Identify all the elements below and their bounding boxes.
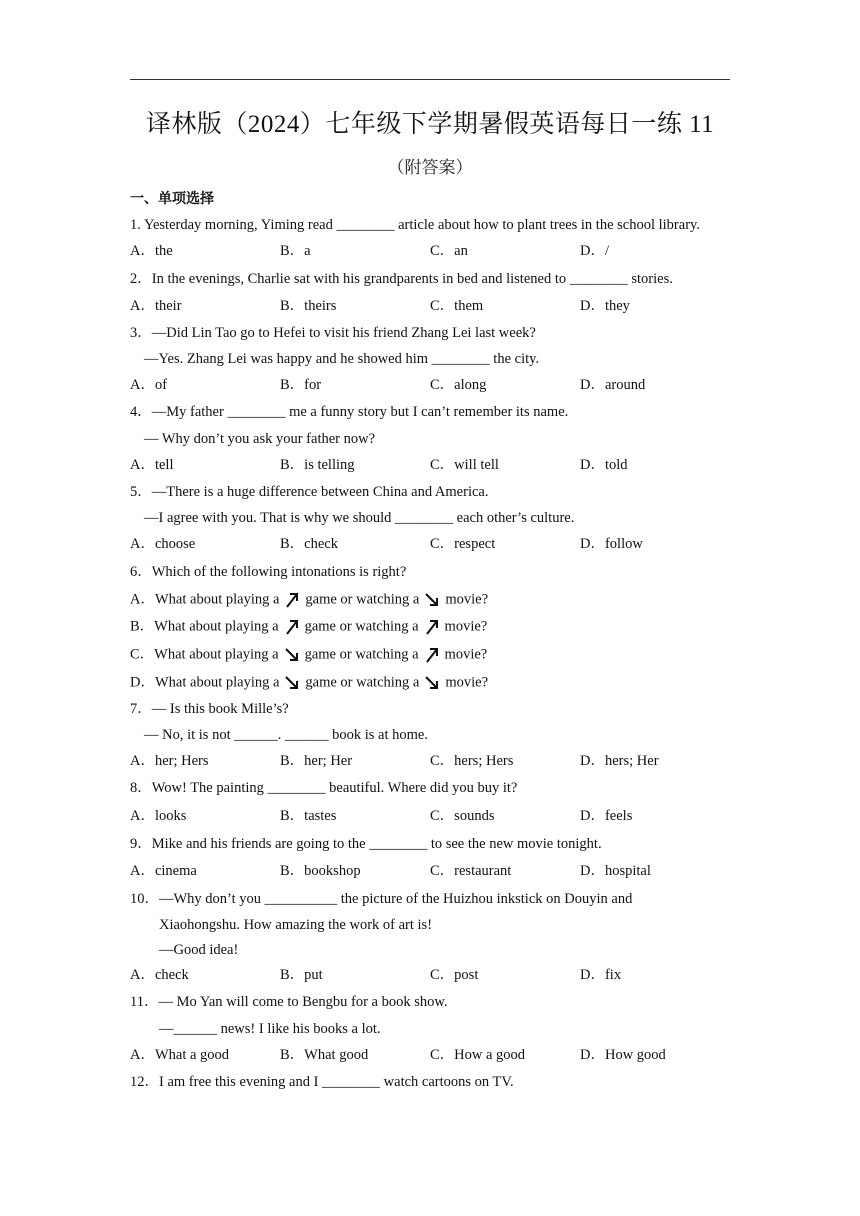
question-3-line2: —Yes. Zhang Lei was happy and he showed him ________ the city. xyxy=(144,351,540,367)
question-10-line2: Xiaohongshu. How amazing the work of art is! xyxy=(159,917,433,933)
page-subtitle: （附答案） xyxy=(387,158,473,177)
up-arrow-icon xyxy=(284,618,300,636)
option-d[interactable]: D．follow xyxy=(580,536,643,552)
question-5-options xyxy=(130,535,730,553)
question-6-stem: 6．Which of the following intonations is right? xyxy=(130,564,407,580)
option-a[interactable]: A．tell xyxy=(130,457,174,473)
option-c[interactable]: C．respect xyxy=(430,536,496,552)
question-10-options xyxy=(130,966,730,984)
option-a[interactable]: A．her; Hers xyxy=(130,753,209,769)
option-a[interactable]: A．choose xyxy=(130,536,196,552)
option-a[interactable]: A．of xyxy=(130,377,168,393)
question-6-option-c[interactable]: C．What about playing a game or watching a movie? xyxy=(130,646,488,663)
option-c[interactable]: C．post xyxy=(430,967,479,983)
question-3-stem: 3．—Did Lin Tao go to Hefei to visit his friend Zhang Lei last week? xyxy=(130,325,536,341)
question-9-stem: 9．Mike and his friends are going to the ________ to see the new movie tonight. xyxy=(130,836,602,852)
question-6-option-d[interactable]: D．What about playing a game or watching a movie? xyxy=(130,674,489,691)
option-d[interactable]: D．they xyxy=(580,298,630,314)
question-11-options xyxy=(130,1046,730,1064)
question-4-stem: 4．—My father ________ me a funny story but I can’t remember its name. xyxy=(130,404,569,420)
option-b[interactable]: B．put xyxy=(280,967,323,983)
question-8-options xyxy=(130,807,730,825)
question-7-options xyxy=(130,752,730,770)
option-d[interactable]: D．feels xyxy=(580,808,633,824)
option-d[interactable]: D．told xyxy=(580,457,628,473)
option-b[interactable]: B．What good xyxy=(280,1047,369,1063)
question-9-options xyxy=(130,862,730,880)
option-b[interactable]: B．theirs xyxy=(280,298,337,314)
question-6-option-a[interactable]: A．What about playing a game or watching a movie? xyxy=(130,591,489,608)
question-6-option-b[interactable]: B．What about playing a game or watching a movie? xyxy=(130,618,488,635)
section-heading: 一、单项选择 xyxy=(130,191,214,207)
option-a[interactable]: A．looks xyxy=(130,808,187,824)
question-1-options xyxy=(130,242,730,260)
up-arrow-icon xyxy=(424,646,440,664)
down-arrow-icon xyxy=(424,674,440,692)
down-arrow-icon xyxy=(284,674,300,692)
option-b[interactable]: B．for xyxy=(280,377,322,393)
option-c[interactable]: C．an xyxy=(430,243,468,259)
option-c[interactable]: C．How a good xyxy=(430,1047,526,1063)
option-b[interactable]: B．check xyxy=(280,536,338,552)
option-d[interactable]: D．hers; Her xyxy=(580,753,659,769)
up-arrow-icon xyxy=(424,618,440,636)
question-11-line2: —______ news! I like his books a lot. xyxy=(159,1021,381,1037)
down-arrow-icon xyxy=(284,646,300,664)
option-d[interactable]: D．fix xyxy=(580,967,622,983)
top-rule xyxy=(130,79,730,80)
question-10-line3: —Good idea! xyxy=(159,942,239,958)
option-c[interactable]: C．along xyxy=(430,377,487,393)
option-a[interactable]: A．the xyxy=(130,243,173,259)
down-arrow-icon xyxy=(424,591,440,609)
option-d[interactable]: D．/ xyxy=(580,243,609,259)
question-7-stem: 7．— Is this book Mille’s? xyxy=(130,701,289,717)
option-a[interactable]: A．cinema xyxy=(130,863,197,879)
option-a[interactable]: A．check xyxy=(130,967,189,983)
question-7-line2: — No, it is not ______. ______ book is at home. xyxy=(144,727,428,743)
up-arrow-icon xyxy=(284,591,300,609)
option-a[interactable]: A．What a good xyxy=(130,1047,230,1063)
option-c[interactable]: C．them xyxy=(430,298,484,314)
question-3-options xyxy=(130,376,730,394)
question-8-stem: 8．Wow! The painting ________ beautiful. Where did you buy it? xyxy=(130,780,518,796)
option-c[interactable]: C．restaurant xyxy=(430,863,512,879)
question-2-stem: 2．In the evenings, Charlie sat with his grandparents in bed and listened to ________ stories. xyxy=(130,271,673,287)
option-b[interactable]: B．bookshop xyxy=(280,863,361,879)
question-4-line2: — Why don’t you ask your father now? xyxy=(144,431,376,447)
question-5-line2: —I agree with you. That is why we should ________ each other’s culture. xyxy=(144,510,575,526)
option-d[interactable]: D．hospital xyxy=(580,863,651,879)
option-b[interactable]: B．a xyxy=(280,243,311,259)
question-5-stem: 5．—There is a huge difference between China and America. xyxy=(130,484,489,500)
question-4-options xyxy=(130,456,730,474)
page-title: 译林版（2024）七年级下学期暑假英语每日一练 11 xyxy=(145,111,715,138)
option-b[interactable]: B．is telling xyxy=(280,457,355,473)
question-2-options xyxy=(130,297,730,315)
question-12-stem: 12．I am free this evening and I ________ watch cartoons on TV. xyxy=(130,1074,514,1090)
option-b[interactable]: B．tastes xyxy=(280,808,337,824)
option-a[interactable]: A．their xyxy=(130,298,182,314)
option-d[interactable]: D．How good xyxy=(580,1047,666,1063)
option-c[interactable]: C．hers; Hers xyxy=(430,753,514,769)
option-c[interactable]: C．will tell xyxy=(430,457,499,473)
question-1-stem: 1. Yesterday morning, Yiming read ________ article about how to plant trees in the school library. xyxy=(130,217,700,233)
question-11-stem: 11．— Mo Yan will come to Bengbu for a book show. xyxy=(130,994,448,1010)
question-10-stem: 10．—Why don’t you __________ the picture of the Huizhou inkstick on Douyin and xyxy=(130,891,633,907)
option-c[interactable]: C．sounds xyxy=(430,808,495,824)
option-d[interactable]: D．around xyxy=(580,377,646,393)
option-b[interactable]: B．her; Her xyxy=(280,753,353,769)
